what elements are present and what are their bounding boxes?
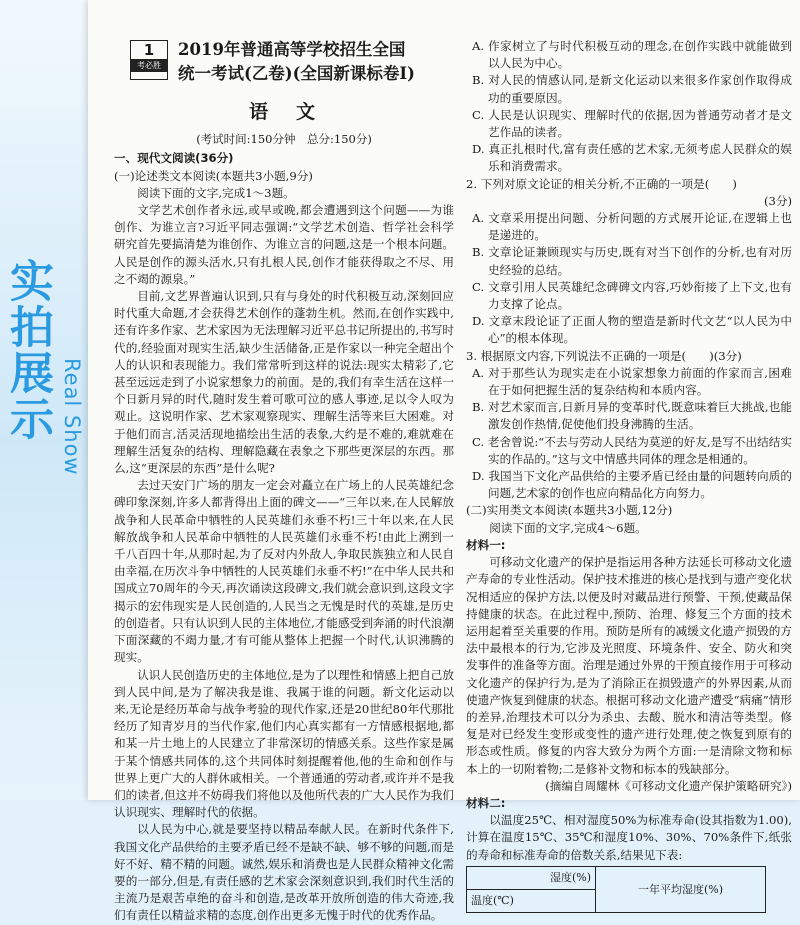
passage-paragraph: 认识人民创造历史的主体地位,是为了以理性和情感上把自己放到人民中间,是为了解决我是谁、我属于谁的问题。新文化运动以来,无论是经历革命与战争考验的现代作家,还是20世纪80年代那批经历了知青岁月的当代作家,他们内心真实都有一方情感根据地,都和某一片土地上的人民建立了非常深切的情感关系。这些作家是属于某个情感共同体的,这个共同体时刻提醒着他,他的生命和创作与世界上更广大的人群休戚相关。一个普通通的劳动者,或许并不是我们的读者,但这并不妨碍我们将他以及他所代表的广大人民作为我们认识现实、理解时代的依据。 xyxy=(114,667,454,820)
paper-number: 1 xyxy=(143,41,155,59)
real-show-en-label: Real Show xyxy=(60,358,84,476)
subsection-heading: (一)论述类文本阅读(本题共3小题,9分) xyxy=(114,168,313,183)
q3-option: B. 对艺术家而言,日新月异的变革时代,既意味着巨大挑战,也能激发创作热情,促使他们投身沸腾的生活。 xyxy=(472,400,792,432)
question-3: 3. 根据原文内容,下列说法不正确的一项是( )(3分) xyxy=(466,348,742,363)
exam-meta: (考试时间:150分钟 总分:150分) xyxy=(196,132,372,147)
instruction-2: 阅读下面的文字,完成4～6题。 xyxy=(489,520,647,535)
material-1-source: (摘编自周耀林《可移动文化遗产保护策略研究》) xyxy=(545,778,792,793)
right-column xyxy=(466,38,792,913)
q2-option: C. 文章引用人民英雄纪念碑碑文内容,巧妙衔接了上下文,也有力支撑了论点。 xyxy=(472,279,792,312)
table-header-temperature: 温度(℃) xyxy=(467,889,596,912)
q2-option: A. 文章采用提出问题、分析问题的方式展开论证,在逻辑上也是递进的。 xyxy=(472,211,792,243)
section-heading: 一、现代文阅读(36分) xyxy=(114,151,234,166)
q1-option: C. 人民是认识现实、理解时代的依据,因为普通劳动者才是文艺作品的读者。 xyxy=(472,107,792,140)
table-header-humidity: 湿度(%) xyxy=(467,866,596,889)
subsection-heading-2: (二)实用类文本阅读(本题共3小题,12分) xyxy=(466,503,673,518)
passage-paragraph: 文学艺术创作者永远,或早或晚,都会遭遇到这个问题——为谁创作、为谁立言?习近平同志强调:“文学艺术创造、哲学社会科学研究首先要搞清楚为谁创作、为谁立言的问题,这是一个根本问题。人民是创作的源头活水,只有扎根人民,创作才能获得取之不尽、用之不竭的源泉。” xyxy=(114,203,454,286)
material-2-text: 以温度25℃、相对湿度50%为标准寿命(设其指数为1.00),计算在温度15℃、35℃和湿度10%、30%、70%条件下,纸张的寿命和标准寿命的倍数关系,结果见下表: xyxy=(466,813,792,862)
material-1-label: 材料一: xyxy=(466,537,506,552)
subject-heading: 语文 xyxy=(248,101,343,123)
badge-kicker: 考必胜 xyxy=(131,59,167,72)
lifespan-table xyxy=(466,866,766,913)
material-1-text: 可移动文化遗产的保护是指运用各种方法延长可移动文化遗产寿命的专业性活动。保护技术推进的核心是找到与遗产变化状况相适应的保护方法,以便及时对藏品进行预警、干预,使藏品保持健康的状态。在此过程中,预防、治理、修复三个方面的技术运用起着至关重要的作用。预防是所有的减缓文化遗产损毁的方法中最根本的行为,它涉及光照度、环境条件、安全、防火和突发事件的准备等方面。治理是通过外界的干预直接作用于可移动文化遗产的保护行为,是为了消除正在损毁遗产的外界因素,从而使遗产恢复到健康的状态。根据可移动文化遗产遭受“病痛”情形的差异,治理技术可以分为杀虫、去酸、脱水和清洁等类型。修复是对已经发生变形或变性的遗产进行处理,使之恢复到原有的形态或性质。修复的内容大致分为两个方面:一是清除文物和标本上的一切附着物;二是修补文物和标本的残缺部分。 xyxy=(466,555,792,776)
q1-option: D. 真正扎根时代,富有责任感的艺术家,无须考虑人民群众的娱乐和消费需求。 xyxy=(472,142,792,174)
paper-header xyxy=(114,0,454,83)
real-show-cn-label: 实拍展示 xyxy=(2,258,53,442)
q2-option: D. 文章末段论证了正面人物的塑造是新时代文艺“以人民为中心”的根本体现。 xyxy=(472,314,792,346)
instruction: 阅读下面的文字,完成1～3题。 xyxy=(137,185,295,200)
q1-option: B. 对人民的情感认同,是新文化运动以来很多作家创作取得成功的重要原因。 xyxy=(472,73,792,105)
material-2-label: 材料二: xyxy=(466,795,506,810)
table-header-annual-humidity: 一年平均湿度(%) xyxy=(596,866,766,912)
sidebar-banner xyxy=(0,0,88,800)
passage-paragraph: 去过天安门广场的朋友一定会对矗立在广场上的人民英雄纪念碑印象深刻,许多人都背得出上面的碑文——“三年以来,在人民解放战争和人民革命中牺牲的人民英雄们永垂不朽!三十年以来,在人民解放战争和人民革命中牺牲的人民英雄们永垂不朽!由此上溯到一千八百四十年,从那时起,为了反对内外敌人,争取民族独立和人民自由幸福,在历次斗争中牺牲的人民英雄们永垂不朽!”在中华人民共和国成立70周年的今天,再次诵读这段碑文,我们就会意识到,这段文字揭示的宏伟现实是人民创造的,人民当之无愧是时代的英雄,是历史的创造者。只有认识到人民的主体地位,才能感受到奔涌的时代浪潮下面深藏的不竭力量,才有可能从整体上把握一个时代,认识沸腾的现实。 xyxy=(114,478,454,665)
q3-option: A. 对于那些认为现实走在小说家想象力前面的作家而言,困难在于如何把握生活的复杂结构和本质内容。 xyxy=(472,365,792,398)
q3-option: C. 老舍曾说:“不去与劳动人民结为莫逆的好友,是写不出结结实实的作品的。”这与文中情感共同体的理念是相通的。 xyxy=(472,434,792,466)
question-2-score: (3分) xyxy=(763,193,792,208)
passage-paragraph: 目前,文艺界普遍认识到,只有与身处的时代积极互动,深刻回应时代重大命题,才会获得艺术创作的蓬勃生机。然而,在创作实践中,还有许多作家、艺术家因为无法理解习近平总书记所提出的,书写时代的,经验面对现实生活,缺少生活储备,正是作家以一种完全超出个人的认识和表现能力。我们常常听到这样的说法:现实太精彩了,它甚至远远走到了小说家想象力的前面。是的,我们有幸生活在这样一个日新月异的时代,随时发生着可歌可泣的感人事迹,足以令人叹为观止。这说明作家、艺术家观察现实、理解生活等来巨大困难。对于他们而言,活灵活现地描绘出生活的表象,大约是不难的,难就难在理解生活复杂的结构、理解隐藏在表象之下那些更深层的东西。那么,这“更深层的东西”是什么呢? xyxy=(114,289,454,476)
paper-number-badge xyxy=(130,40,168,80)
left-column xyxy=(114,0,454,925)
passage-paragraph: 以人民为中心,就是要坚持以精品奉献人民。在新时代条件下,我国文化产品供给的主要矛盾已经不是缺不缺、够不够的问题,而是好不好、精不精的问题。诚然,娱乐和消费也是人民群众精神文化需要的一部分,但是,有责任感的艺术家会深刻意识到,我们时代生活的主流乃是艰苦卓绝的奋斗和创造,是改革开放所创造的伟大奇迹,我们有责任以精益求精的态度,创作出更多无愧于时代的优秀作品。 xyxy=(114,822,454,923)
question-2: 2. 下列对原文论证的相关分析,不正确的一项是( ) xyxy=(466,176,737,191)
q2-option: B. 文章论证兼顾现实与历史,既有对当下创作的分析,也有对历史经验的总结。 xyxy=(472,245,792,277)
q3-option: D. 我国当下文化产品供给的主要矛盾已经由量的问题转向质的问题,艺术家的创作也应向精品化方向努力。 xyxy=(472,469,792,501)
exam-paper xyxy=(88,0,800,923)
exam-title-line2: 统一考试(乙卷)(全国新课标卷Ⅰ) xyxy=(178,64,415,83)
exam-title xyxy=(178,38,468,86)
exam-title-line1: 2019年普通高等学校招生全国 xyxy=(178,40,406,59)
q1-option: A. 作家树立了与时代积极互动的理念,在创作实践中就能做到以人民为中心。 xyxy=(472,39,792,71)
